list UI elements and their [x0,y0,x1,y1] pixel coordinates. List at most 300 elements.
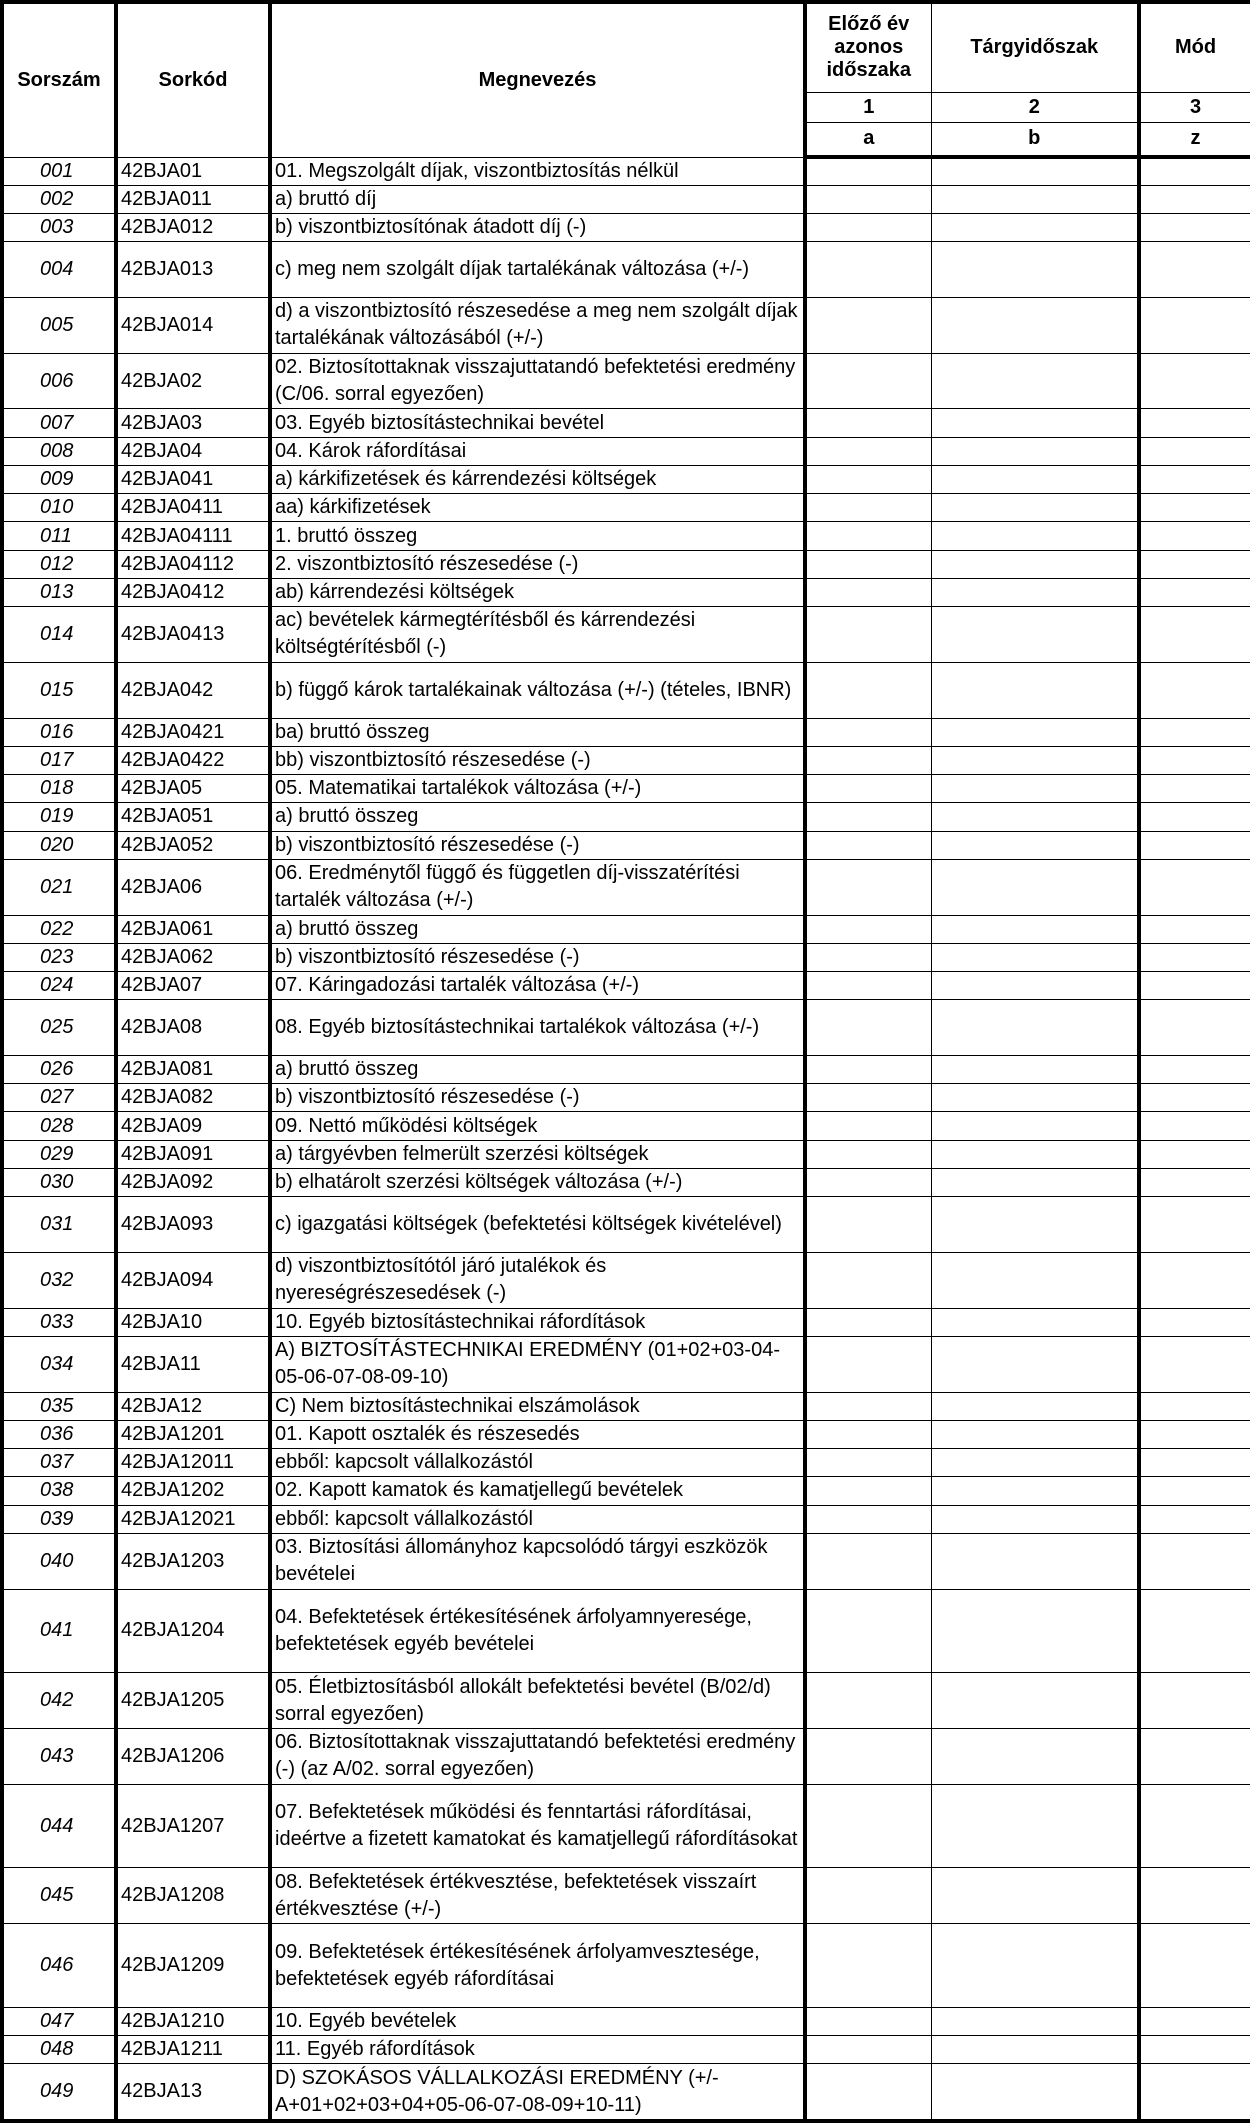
header-let2: b [931,122,1139,157]
row-sorkod: 42BJA1210 [116,2007,270,2035]
row-megnevezes: ba) bruttó összeg [270,718,805,746]
row-megnevezes: a) bruttó összeg [270,915,805,943]
row-megnevezes: d) viszontbiztosítótól járó jutalékok és nyereségrészesedések (-) [270,1252,805,1308]
row-value-prev[interactable] [805,1084,931,1112]
row-value-prev[interactable] [805,1673,931,1729]
row-value-mode[interactable] [1139,943,1250,971]
row-value-current[interactable] [931,2007,1139,2035]
row-sorszam: 046 [2,1924,116,2008]
row-value-prev[interactable] [805,775,931,803]
row-megnevezes: D) SZOKÁSOS VÁLLALKOZÁSI EREDMÉNY (+/-A+01+02+03+04+05-06-07-08-09+10-11) [270,2064,805,2121]
row-value-prev[interactable] [805,550,931,578]
row-value-mode[interactable] [1139,2064,1250,2121]
row-value-prev[interactable] [805,1140,931,1168]
header-num1: 1 [805,92,931,122]
row-value-current[interactable] [931,185,1139,213]
table-row [2,1392,1250,1420]
row-value-current[interactable] [931,607,1139,663]
header-let1: a [805,122,931,157]
row-megnevezes: 07. Káringadozási tartalék változása (+/-) [270,971,805,999]
row-value-mode[interactable] [1139,1589,1250,1673]
table-row [2,943,1250,971]
row-sorszam: 007 [2,409,116,437]
table-row [2,746,1250,774]
table-row [2,1168,1250,1196]
row-value-current[interactable] [931,578,1139,606]
row-value-mode[interactable] [1139,831,1250,859]
row-value-prev[interactable] [805,607,931,663]
row-value-mode[interactable] [1139,437,1250,465]
row-sorszam: 042 [2,1673,116,1729]
table-row [2,1449,1250,1477]
row-sorkod: 42BJA0422 [116,746,270,774]
row-sorkod: 42BJA1205 [116,1673,270,1729]
row-value-mode[interactable] [1139,1055,1250,1083]
table-row [2,522,1250,550]
table-row [2,1055,1250,1083]
table-row [2,803,1250,831]
row-sorkod: 42BJA04112 [116,550,270,578]
row-value-mode[interactable] [1139,2036,1250,2064]
row-value-prev[interactable] [805,746,931,774]
row-value-mode[interactable] [1139,746,1250,774]
row-sorkod: 42BJA05 [116,775,270,803]
row-sorszam: 019 [2,803,116,831]
row-value-prev[interactable] [805,157,931,185]
row-value-prev[interactable] [805,465,931,493]
table-row [2,718,1250,746]
row-megnevezes: 08. Egyéb biztosítástechnikai tartalékok változása (+/-) [270,1000,805,1056]
row-value-current[interactable] [931,746,1139,774]
row-sorkod: 42BJA0411 [116,494,270,522]
row-value-prev[interactable] [805,1505,931,1533]
table-row [2,1924,1250,2008]
row-value-current[interactable] [931,494,1139,522]
row-sorszam: 011 [2,522,116,550]
row-value-mode[interactable] [1139,465,1250,493]
row-sorszam: 005 [2,297,116,353]
row-value-mode[interactable] [1139,494,1250,522]
row-value-current[interactable] [931,297,1139,353]
row-megnevezes: 06. Eredménytől függő és független díj-visszatérítési tartalék változása (+/-) [270,859,805,915]
table-row [2,1000,1250,1056]
row-value-current[interactable] [931,242,1139,298]
row-value-prev[interactable] [805,1308,931,1336]
row-value-mode[interactable] [1139,409,1250,437]
row-megnevezes: d) a viszontbiztosító részesedése a meg nem szolgált díjak tartalékának változásából (+/-) [270,297,805,353]
row-value-mode[interactable] [1139,1112,1250,1140]
table-row [2,242,1250,298]
row-value-mode[interactable] [1139,213,1250,241]
row-value-mode[interactable] [1139,1336,1250,1392]
row-value-mode[interactable] [1139,550,1250,578]
row-sorszam: 017 [2,746,116,774]
row-sorkod: 42BJA04 [116,437,270,465]
row-sorszam: 044 [2,1784,116,1868]
row-megnevezes: 08. Befektetések értékvesztése, befektetések visszaírt értékvesztése (+/-) [270,1868,805,1924]
row-megnevezes: 07. Befektetések működési és fenntartási ráfordításai, ideértve a fizetett kamatokat és kamatjellegű ráfordításokat [270,1784,805,1868]
row-value-mode[interactable] [1139,297,1250,353]
table-row [2,831,1250,859]
row-megnevezes: 11. Egyéb ráfordítások [270,2036,805,2064]
row-value-current[interactable] [931,775,1139,803]
row-megnevezes: C) Nem biztosítástechnikai elszámolások [270,1392,805,1420]
row-sorkod: 42BJA1207 [116,1784,270,1868]
table-row [2,465,1250,493]
row-value-mode[interactable] [1139,1084,1250,1112]
row-value-current[interactable] [931,1168,1139,1196]
row-value-mode[interactable] [1139,1308,1250,1336]
row-value-current[interactable] [931,157,1139,185]
table-row [2,185,1250,213]
row-sorszam: 016 [2,718,116,746]
row-value-current[interactable] [931,1533,1139,1589]
table-row [2,1589,1250,1673]
row-megnevezes: 02. Biztosítottaknak visszajuttatandó befektetési eredmény (C/06. sorral egyezően) [270,353,805,409]
table-row [2,494,1250,522]
row-value-prev[interactable] [805,1252,931,1308]
row-sorkod: 42BJA08 [116,1000,270,1056]
row-value-prev[interactable] [805,803,931,831]
table-row [2,662,1250,718]
table-row [2,437,1250,465]
row-value-prev[interactable] [805,409,931,437]
row-value-mode[interactable] [1139,1533,1250,1589]
row-sorkod: 42BJA04111 [116,522,270,550]
row-value-mode[interactable] [1139,242,1250,298]
row-value-prev[interactable] [805,1197,931,1253]
table-row [2,1252,1250,1308]
row-value-current[interactable] [931,859,1139,915]
row-megnevezes: 02. Kapott kamatok és kamatjellegű bevételek [270,1477,805,1505]
row-sorkod: 42BJA052 [116,831,270,859]
row-value-mode[interactable] [1139,971,1250,999]
row-value-prev[interactable] [805,831,931,859]
row-value-prev[interactable] [805,1112,931,1140]
table-row [2,607,1250,663]
row-value-mode[interactable] [1139,1197,1250,1253]
row-value-prev[interactable] [805,2036,931,2064]
row-value-mode[interactable] [1139,607,1250,663]
table-row [2,1673,1250,1729]
row-value-prev[interactable] [805,522,931,550]
row-megnevezes: 09. Befektetések értékesítésének árfolyamvesztesége, befektetések egyéb ráfordításai [270,1924,805,2008]
row-value-current[interactable] [931,1728,1139,1784]
row-value-mode[interactable] [1139,775,1250,803]
row-value-prev[interactable] [805,1784,931,1868]
row-value-mode[interactable] [1139,1252,1250,1308]
table-row [2,1197,1250,1253]
table-row [2,157,1250,185]
row-value-mode[interactable] [1139,915,1250,943]
row-value-current[interactable] [931,718,1139,746]
table-row [2,409,1250,437]
row-value-current[interactable] [931,1868,1139,1924]
row-sorkod: 42BJA013 [116,242,270,298]
row-value-current[interactable] [931,803,1139,831]
table-row [2,971,1250,999]
row-sorszam: 030 [2,1168,116,1196]
row-value-mode[interactable] [1139,1868,1250,1924]
row-sorszam: 039 [2,1505,116,1533]
row-megnevezes: 01. Megszolgált díjak, viszontbiztosítás nélkül [270,157,805,185]
row-sorkod: 42BJA0421 [116,718,270,746]
row-sorszam: 026 [2,1055,116,1083]
row-megnevezes: b) viszontbiztosítónak átadott díj (-) [270,213,805,241]
row-sorkod: 42BJA12 [116,1392,270,1420]
row-value-prev[interactable] [805,353,931,409]
row-sorkod: 42BJA11 [116,1336,270,1392]
row-sorkod: 42BJA062 [116,943,270,971]
row-value-mode[interactable] [1139,803,1250,831]
row-sorkod: 42BJA094 [116,1252,270,1308]
table-row [2,2036,1250,2064]
row-megnevezes: 2. viszontbiztosító részesedése (-) [270,550,805,578]
row-value-current[interactable] [931,2036,1139,2064]
row-sorszam: 045 [2,1868,116,1924]
table-row [2,1336,1250,1392]
table-row [2,1084,1250,1112]
row-value-mode[interactable] [1139,1673,1250,1729]
row-value-current[interactable] [931,1449,1139,1477]
row-megnevezes: b) viszontbiztosító részesedése (-) [270,831,805,859]
row-sorszam: 009 [2,465,116,493]
header-num2: 2 [931,92,1139,122]
row-sorkod: 42BJA12011 [116,1449,270,1477]
header-col2: Tárgyidőszak [931,2,1139,92]
row-value-current[interactable] [931,1673,1139,1729]
row-value-prev[interactable] [805,213,931,241]
header-sorkod: Sorkód [116,2,270,157]
row-value-current[interactable] [931,1308,1139,1336]
row-sorkod: 42BJA091 [116,1140,270,1168]
row-megnevezes: 04. Befektetések értékesítésének árfolyamnyeresége, befektetések egyéb bevételei [270,1589,805,1673]
table-row [2,578,1250,606]
table-row [2,859,1250,915]
row-megnevezes: a) bruttó díj [270,185,805,213]
table-row [2,1728,1250,1784]
row-sorszam: 018 [2,775,116,803]
table-row [2,1140,1250,1168]
row-value-current[interactable] [931,353,1139,409]
row-sorszam: 048 [2,2036,116,2064]
row-value-mode[interactable] [1139,662,1250,718]
row-value-mode[interactable] [1139,353,1250,409]
row-value-prev[interactable] [805,1477,931,1505]
row-megnevezes: 10. Egyéb biztosítástechnikai ráfordítások [270,1308,805,1336]
row-value-prev[interactable] [805,494,931,522]
row-sorszam: 037 [2,1449,116,1477]
row-megnevezes: 1. bruttó összeg [270,522,805,550]
row-megnevezes: b) elhatárolt szerzési költségek változása (+/-) [270,1168,805,1196]
row-value-current[interactable] [931,1924,1139,2008]
row-value-current[interactable] [931,465,1139,493]
row-sorkod: 42BJA081 [116,1055,270,1083]
row-value-current[interactable] [931,1140,1139,1168]
row-value-prev[interactable] [805,1924,931,2008]
header-col3: Mód [1139,2,1250,92]
row-sorkod: 42BJA01 [116,157,270,185]
row-sorszam: 031 [2,1197,116,1253]
row-sorszam: 006 [2,353,116,409]
row-value-mode[interactable] [1139,1728,1250,1784]
row-megnevezes: 10. Egyéb bevételek [270,2007,805,2035]
row-value-current[interactable] [931,1477,1139,1505]
row-value-current[interactable] [931,2064,1139,2121]
row-value-current[interactable] [931,1392,1139,1420]
row-megnevezes: b) függő károk tartalékainak változása (+/-) (tételes, IBNR) [270,662,805,718]
row-value-prev[interactable] [805,1055,931,1083]
row-megnevezes: a) bruttó összeg [270,1055,805,1083]
row-sorszam: 035 [2,1392,116,1420]
row-value-mode[interactable] [1139,1140,1250,1168]
row-value-mode[interactable] [1139,1449,1250,1477]
row-value-current[interactable] [931,1055,1139,1083]
row-value-mode[interactable] [1139,578,1250,606]
row-value-prev[interactable] [805,1449,931,1477]
row-value-current[interactable] [931,522,1139,550]
row-megnevezes: ab) kárrendezési költségek [270,578,805,606]
row-value-prev[interactable] [805,1000,931,1056]
row-value-prev[interactable] [805,1336,931,1392]
row-sorszam: 029 [2,1140,116,1168]
row-megnevezes: a) tárgyévben felmerült szerzési költségek [270,1140,805,1168]
row-sorszam: 027 [2,1084,116,1112]
row-value-current[interactable] [931,1420,1139,1448]
table-row [2,1420,1250,1448]
row-value-prev[interactable] [805,1868,931,1924]
row-value-current[interactable] [931,662,1139,718]
row-sorkod: 42BJA0412 [116,578,270,606]
row-value-prev[interactable] [805,943,931,971]
row-value-mode[interactable] [1139,185,1250,213]
row-sorszam: 001 [2,157,116,185]
row-value-mode[interactable] [1139,1477,1250,1505]
row-value-mode[interactable] [1139,1000,1250,1056]
row-value-mode[interactable] [1139,718,1250,746]
row-sorszam: 047 [2,2007,116,2035]
row-sorszam: 036 [2,1420,116,1448]
row-sorszam: 040 [2,1533,116,1589]
row-value-mode[interactable] [1139,157,1250,185]
row-value-prev[interactable] [805,971,931,999]
row-value-prev[interactable] [805,297,931,353]
row-sorszam: 028 [2,1112,116,1140]
table-row [2,1868,1250,1924]
table-row [2,915,1250,943]
header-megnevezes: Megnevezés [270,2,805,157]
row-value-current[interactable] [931,550,1139,578]
row-sorkod: 42BJA1202 [116,1477,270,1505]
row-value-mode[interactable] [1139,1420,1250,1448]
row-value-current[interactable] [931,1336,1139,1392]
row-sorkod: 42BJA0413 [116,607,270,663]
row-value-current[interactable] [931,943,1139,971]
row-value-current[interactable] [931,213,1139,241]
row-sorkod: 42BJA1203 [116,1533,270,1589]
row-sorkod: 42BJA1204 [116,1589,270,1673]
table-row [2,1477,1250,1505]
row-value-current[interactable] [931,831,1139,859]
row-value-current[interactable] [931,1112,1139,1140]
row-value-current[interactable] [931,1505,1139,1533]
row-value-current[interactable] [931,1784,1139,1868]
row-sorkod: 42BJA041 [116,465,270,493]
row-value-prev[interactable] [805,859,931,915]
row-value-prev[interactable] [805,2064,931,2121]
row-value-prev[interactable] [805,1728,931,1784]
row-value-current[interactable] [931,1000,1139,1056]
row-value-current[interactable] [931,1252,1139,1308]
row-sorkod: 42BJA02 [116,353,270,409]
row-sorkod: 42BJA082 [116,1084,270,1112]
row-value-mode[interactable] [1139,859,1250,915]
row-sorszam: 020 [2,831,116,859]
row-value-current[interactable] [931,971,1139,999]
row-value-prev[interactable] [805,2007,931,2035]
row-sorkod: 42BJA07 [116,971,270,999]
table-row [2,1533,1250,1589]
row-value-mode[interactable] [1139,522,1250,550]
header-let3: z [1139,122,1250,157]
row-value-prev[interactable] [805,915,931,943]
row-megnevezes: aa) kárkifizetések [270,494,805,522]
row-sorszam: 012 [2,550,116,578]
table-row [2,1308,1250,1336]
header-sorszam: Sorszám [2,2,116,157]
row-value-prev[interactable] [805,1392,931,1420]
row-value-mode[interactable] [1139,1505,1250,1533]
row-value-current[interactable] [931,437,1139,465]
row-sorkod: 42BJA1209 [116,1924,270,2008]
row-sorkod: 42BJA03 [116,409,270,437]
row-value-mode[interactable] [1139,1168,1250,1196]
row-value-mode[interactable] [1139,2007,1250,2035]
row-value-current[interactable] [931,1197,1139,1253]
row-sorszam: 038 [2,1477,116,1505]
row-sorszam: 032 [2,1252,116,1308]
row-value-mode[interactable] [1139,1784,1250,1868]
row-value-current[interactable] [931,1589,1139,1673]
row-value-mode[interactable] [1139,1924,1250,2008]
row-value-prev[interactable] [805,185,931,213]
row-sorszam: 008 [2,437,116,465]
row-value-prev[interactable] [805,1168,931,1196]
row-value-prev[interactable] [805,437,931,465]
header-num3: 3 [1139,92,1250,122]
row-megnevezes: 09. Nettó működési költségek [270,1112,805,1140]
row-sorkod: 42BJA12021 [116,1505,270,1533]
row-value-prev[interactable] [805,662,931,718]
row-sorszam: 021 [2,859,116,915]
row-sorkod: 42BJA061 [116,915,270,943]
row-value-prev[interactable] [805,1589,931,1673]
row-sorszam: 015 [2,662,116,718]
row-sorszam: 004 [2,242,116,298]
row-sorkod: 42BJA011 [116,185,270,213]
row-value-current[interactable] [931,915,1139,943]
row-value-prev[interactable] [805,718,931,746]
row-value-mode[interactable] [1139,1392,1250,1420]
row-value-prev[interactable] [805,1420,931,1448]
row-value-current[interactable] [931,409,1139,437]
row-value-current[interactable] [931,1084,1139,1112]
row-value-prev[interactable] [805,1533,931,1589]
row-sorkod: 42BJA093 [116,1197,270,1253]
row-sorszam: 022 [2,915,116,943]
row-value-prev[interactable] [805,578,931,606]
row-value-prev[interactable] [805,242,931,298]
